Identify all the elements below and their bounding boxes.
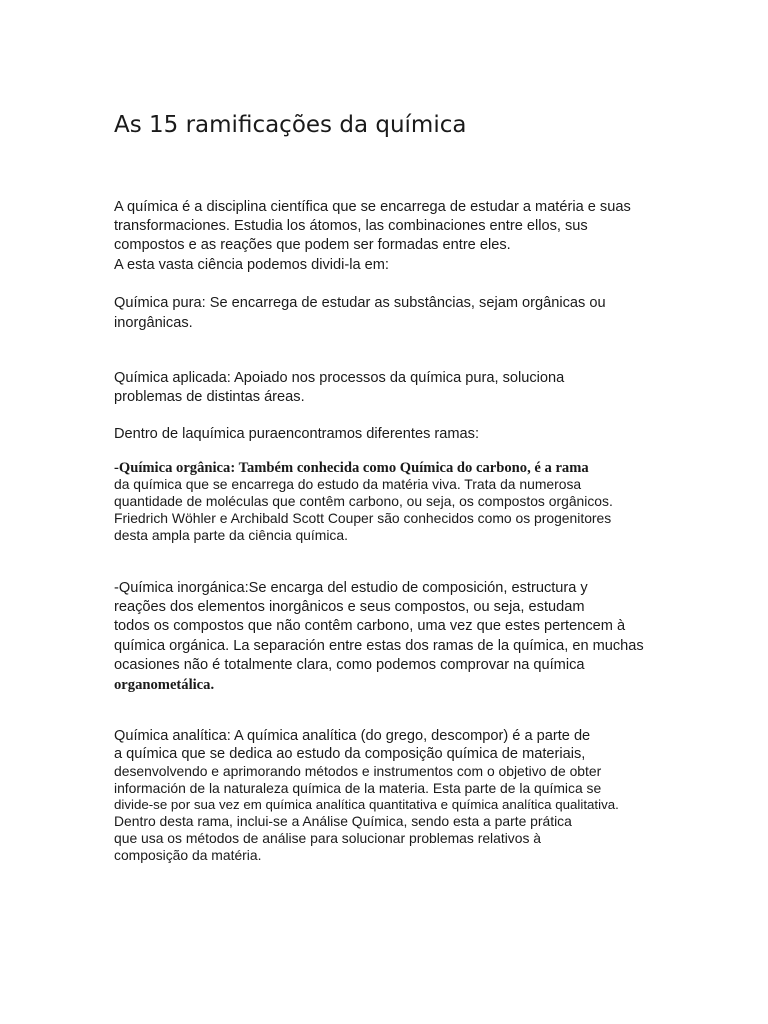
text-line: Química aplicada: Apoiado nos processos da química pura, soluciona <box>114 370 565 386</box>
text-line: desenvolvendo e aprimorando métodos e instrumentos com o objetivo de obter <box>114 763 602 779</box>
text-line: a química que se dedica ao estudo da composição química de materiais, <box>114 746 586 762</box>
text-line: A esta vasta ciência podemos dividi-la em: <box>114 257 389 273</box>
text-line: química orgánica. La separación entre estas dos ramas de la química, en muchas <box>114 638 644 654</box>
text-line: -Química inorgánica:Se encarga del estudio de composición, estructura y <box>114 580 588 596</box>
ramas-intro-line: Dentro de laquímica puraencontramos diferentes ramas: <box>114 426 480 442</box>
text-line: transformaciones. Estudia los átomos, las combinaciones entre ellos, sus <box>114 218 588 234</box>
text-line: todos os compostos que não contêm carbono, uma vez que estes pertencem à <box>114 618 626 634</box>
text-line: A química é a disciplina científica que se encarrega de estudar a matéria e suas <box>114 199 631 215</box>
text-line: Química analítica: A química analítica (do grego, descompor) é a parte de <box>114 728 591 744</box>
section-heading: -Química orgânica: Também conhecida como Química do carbono, é a rama <box>114 460 589 476</box>
text-line: problemas de distintas áreas. <box>114 389 305 405</box>
text-line: inorgânicas. <box>114 315 193 331</box>
text-line: Dentro desta rama, inclui-se a Análise Química, sendo esta a parte prática <box>114 813 572 829</box>
text-line: divide-se por sua vez em química analítica quantitativa e química analítica qualitativa. <box>114 797 619 812</box>
text-line: composição da matéria. <box>114 847 262 863</box>
page-title: As 15 ramificações da química <box>114 112 467 138</box>
text-line: Química pura: Se encarrega de estudar as substâncias, sejam orgânicas ou <box>114 295 606 311</box>
text-line: que usa os métodos de análise para solucionar problemas relativos à <box>114 830 542 846</box>
text-line: desta ampla parte da ciência química. <box>114 527 348 543</box>
text-line: Friedrich Wöhler e Archibald Scott Couper são conhecidos como os progenitores <box>114 510 612 526</box>
text-line: compostos e as reações que podem ser formadas entre eles. <box>114 237 511 253</box>
text-line: información de la naturaleza química de la materia. Esta parte de la química se <box>114 780 602 796</box>
text-line: reações dos elementos inorgânicos e seus compostos, ou seja, estudam <box>114 599 585 615</box>
bold-term: organometálica. <box>114 677 215 693</box>
text-line: quantidade de moléculas que contêm carbono, ou seja, os compostos orgânicos. <box>114 493 613 509</box>
text-line: da química que se encarrega do estudo da matéria viva. Trata da numerosa <box>114 476 582 492</box>
text-line: ocasiones não é totalmente clara, como podemos comprovar na química <box>114 657 585 673</box>
